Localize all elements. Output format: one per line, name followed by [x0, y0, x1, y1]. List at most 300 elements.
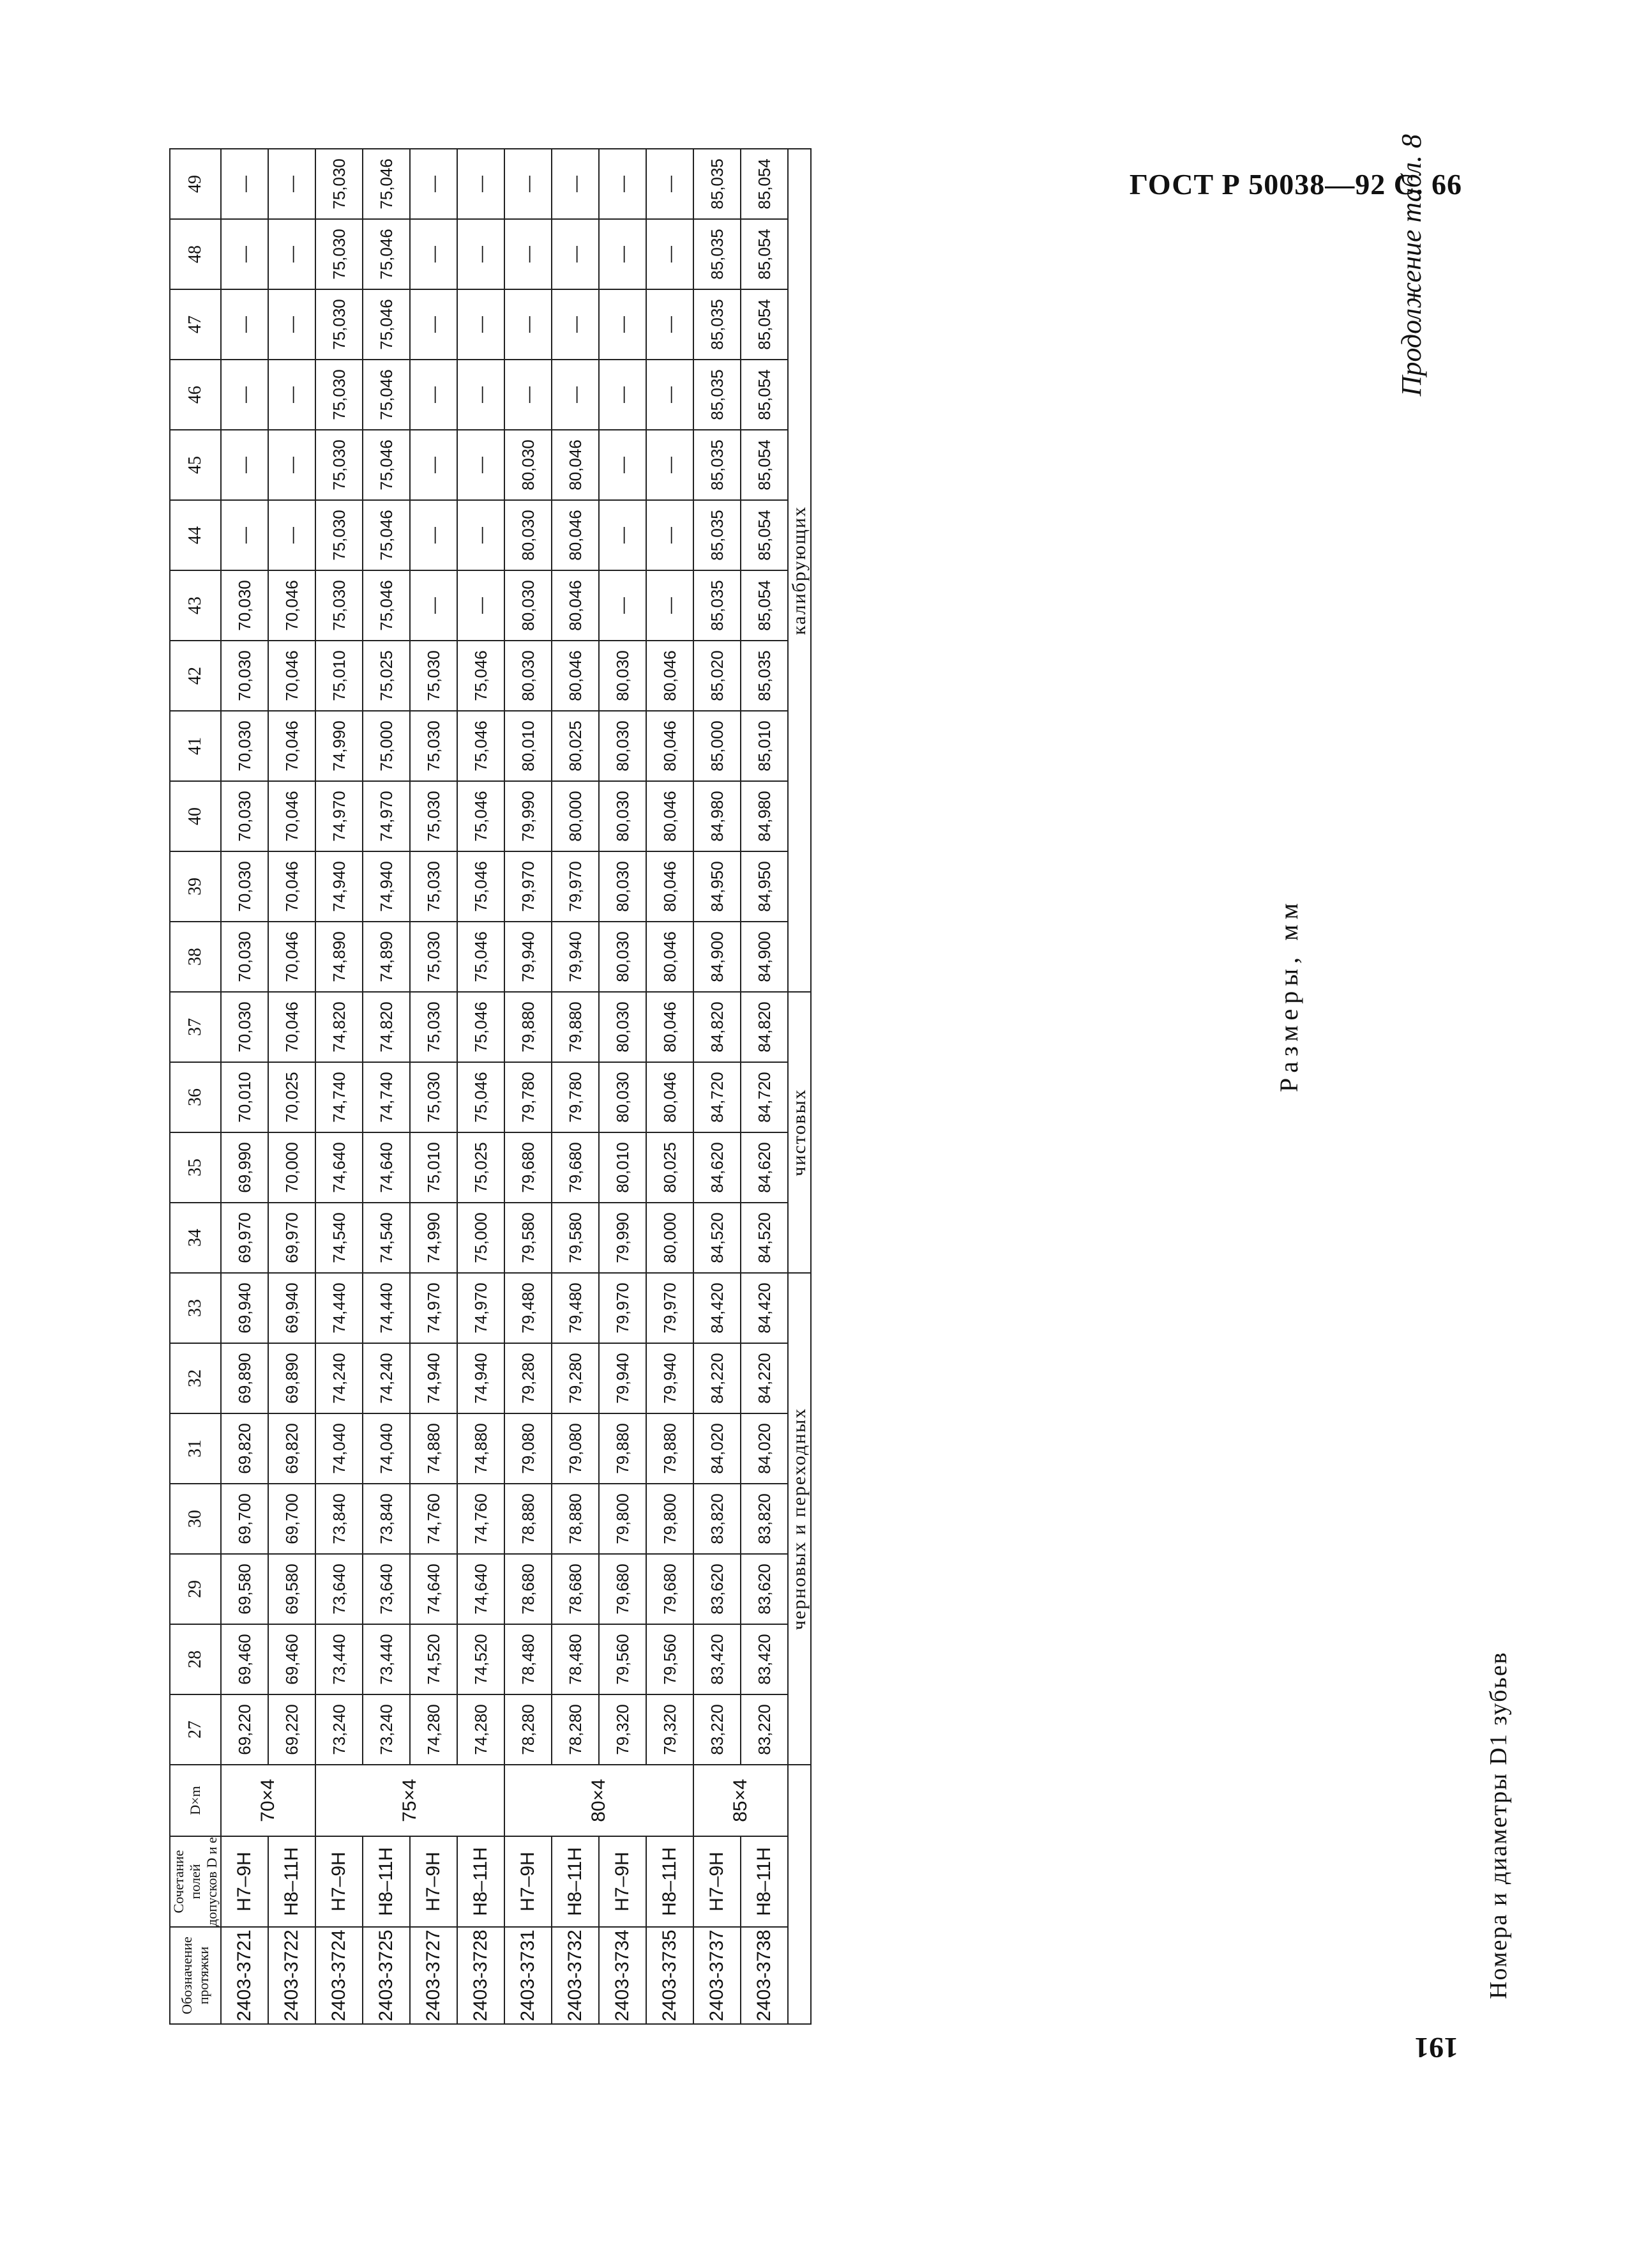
table-cell: 70,025: [268, 1062, 315, 1132]
table-cell: 74,640: [363, 1132, 410, 1203]
table-cell: 70,046: [268, 851, 315, 922]
table-cell: 80,025: [552, 711, 599, 781]
column-code: 2403-3731: [504, 1927, 552, 2024]
table-cell: 73,240: [363, 1694, 410, 1765]
table-cell: —: [457, 289, 504, 360]
page-number: 191: [1414, 2032, 1458, 2064]
table-cell: 84,220: [693, 1343, 741, 1413]
table-cell: 74,760: [457, 1484, 504, 1554]
table-cell: —: [646, 360, 693, 430]
table-cell: 74,820: [363, 992, 410, 1062]
table-cell: 75,046: [457, 781, 504, 851]
table-cell: —: [599, 360, 646, 430]
table-cell: 69,890: [268, 1343, 315, 1413]
table-cell: 85,054: [741, 430, 788, 500]
table-cell: 78,280: [552, 1694, 599, 1765]
table-cell: 75,030: [410, 851, 457, 922]
table-cell: —: [599, 219, 646, 289]
table-cell: 75,046: [363, 219, 410, 289]
table-cell: 79,940: [599, 1343, 646, 1413]
table-cell: —: [504, 219, 552, 289]
table-cell: 79,880: [599, 1413, 646, 1484]
table-cell: 79,970: [552, 851, 599, 922]
table-cell: —: [646, 570, 693, 641]
table-cell: —: [646, 500, 693, 570]
table-cell: 80,030: [599, 641, 646, 711]
table-cell: 85,054: [741, 219, 788, 289]
row-number: 39: [170, 851, 221, 922]
table-cell: 74,990: [315, 711, 363, 781]
table-cell: 79,280: [504, 1343, 552, 1413]
table-cell: —: [552, 219, 599, 289]
table-cell: 85,054: [741, 570, 788, 641]
row-number: 46: [170, 360, 221, 430]
column-tolerance: H7–9H: [221, 1836, 268, 1927]
row-number: 44: [170, 500, 221, 570]
table-cell: —: [221, 360, 268, 430]
row-number: 35: [170, 1132, 221, 1203]
table-cell: —: [268, 289, 315, 360]
table-cell: 75,030: [410, 781, 457, 851]
table-cell: —: [268, 500, 315, 570]
table-cell: 75,046: [363, 570, 410, 641]
table-cell: 84,950: [741, 851, 788, 922]
table-cell: —: [646, 149, 693, 219]
table-cell: 74,940: [315, 851, 363, 922]
column-tolerance: H8–11H: [363, 1836, 410, 1927]
table-cell: 80,046: [646, 1062, 693, 1132]
table-cell: 80,030: [599, 922, 646, 992]
table-cell: 79,080: [504, 1413, 552, 1484]
table-cell: 74,940: [457, 1343, 504, 1413]
table-cell: 69,700: [268, 1484, 315, 1554]
table-cell: 80,046: [646, 711, 693, 781]
table-cell: 75,046: [457, 641, 504, 711]
table-cell: 74,970: [315, 781, 363, 851]
column-dxm: 75×4: [315, 1765, 504, 1836]
column-code: 2403-3722: [268, 1927, 315, 2024]
table-cell: 80,030: [504, 641, 552, 711]
table-cell: 85,035: [693, 219, 741, 289]
table-cell: 78,480: [552, 1624, 599, 1694]
table-cell: 69,700: [221, 1484, 268, 1554]
table-cell: 84,420: [741, 1273, 788, 1343]
table-cell: 79,580: [504, 1203, 552, 1273]
table-cell: 74,990: [410, 1203, 457, 1273]
table-cell: 70,010: [221, 1062, 268, 1132]
table-cell: 80,046: [646, 641, 693, 711]
column-tolerance: H7–9H: [693, 1836, 741, 1927]
table-cell: 79,880: [552, 992, 599, 1062]
column-tolerance: H7–9H: [410, 1836, 457, 1927]
table-cell: 69,460: [268, 1624, 315, 1694]
table-cell: —: [599, 289, 646, 360]
table-cell: 84,720: [693, 1062, 741, 1132]
table-cell: 80,046: [552, 500, 599, 570]
table-cell: —: [221, 219, 268, 289]
table-cell: 80,000: [646, 1203, 693, 1273]
table-cell: 84,520: [741, 1203, 788, 1273]
table-cell: 79,970: [504, 851, 552, 922]
table-cell: —: [552, 360, 599, 430]
table-cell: 85,035: [693, 500, 741, 570]
table-cell: 75,046: [363, 289, 410, 360]
table-cell: 74,970: [457, 1273, 504, 1343]
table-cell: 84,020: [741, 1413, 788, 1484]
table-cell: —: [646, 289, 693, 360]
table-cell: 85,035: [741, 641, 788, 711]
table-cell: 84,820: [741, 992, 788, 1062]
table-cell: 78,680: [552, 1554, 599, 1624]
section-label-heading: [788, 1765, 811, 2024]
table-cell: 85,035: [693, 149, 741, 219]
row-label-designation: Обозначение протяжки: [170, 1927, 221, 2024]
row-number: 31: [170, 1413, 221, 1484]
table-cell: 80,000: [552, 781, 599, 851]
table-cell: 79,560: [646, 1624, 693, 1694]
row-number: 37: [170, 992, 221, 1062]
rotated-table-block: [169, 134, 1512, 2050]
table-cell: 74,280: [457, 1694, 504, 1765]
table-cell: 78,880: [504, 1484, 552, 1554]
table-cell: —: [552, 289, 599, 360]
table-cell: 79,320: [599, 1694, 646, 1765]
table-cell: —: [646, 430, 693, 500]
table-cell: 69,580: [268, 1554, 315, 1624]
table-cell: 78,280: [504, 1694, 552, 1765]
table-cell: 79,480: [552, 1273, 599, 1343]
table-cell: 74,440: [363, 1273, 410, 1343]
table-cell: 75,030: [410, 711, 457, 781]
table-cell: 70,046: [268, 781, 315, 851]
table-cell: 69,820: [268, 1413, 315, 1484]
table-cell: —: [410, 219, 457, 289]
table-cell: —: [268, 219, 315, 289]
table-cell: 74,820: [315, 992, 363, 1062]
column-code: 2403-3721: [221, 1927, 268, 2024]
table-cell: 79,970: [599, 1273, 646, 1343]
table-cell: 75,046: [363, 500, 410, 570]
table-cell: 79,990: [599, 1203, 646, 1273]
table-cell: 69,220: [268, 1694, 315, 1765]
table-cell: 85,054: [741, 149, 788, 219]
table-cell: —: [457, 360, 504, 430]
table-cell: 84,420: [693, 1273, 741, 1343]
table-cell: 69,940: [221, 1273, 268, 1343]
row-number: 34: [170, 1203, 221, 1273]
row-number: 48: [170, 219, 221, 289]
table-cell: 80,030: [599, 851, 646, 922]
row-number: 40: [170, 781, 221, 851]
column-code: 2403-3727: [410, 1927, 457, 2024]
row-number: 41: [170, 711, 221, 781]
table-cell: —: [410, 149, 457, 219]
table-cell: —: [410, 360, 457, 430]
table-cell: 73,640: [363, 1554, 410, 1624]
table-cell: 75,030: [315, 360, 363, 430]
table-cell: —: [410, 430, 457, 500]
row-number: 43: [170, 570, 221, 641]
row-number: 38: [170, 922, 221, 992]
table-cell: 85,054: [741, 360, 788, 430]
table-cell: 74,520: [410, 1624, 457, 1694]
table-cell: 74,040: [315, 1413, 363, 1484]
table-cell: 70,030: [221, 851, 268, 922]
table-cell: 83,620: [693, 1554, 741, 1624]
table-cell: 69,990: [221, 1132, 268, 1203]
table-cell: 85,020: [693, 641, 741, 711]
table-cell: 70,030: [221, 781, 268, 851]
table-cell: 79,580: [552, 1203, 599, 1273]
column-tolerance: H8–11H: [457, 1836, 504, 1927]
table-cell: 80,046: [646, 851, 693, 922]
table-cell: 83,420: [693, 1624, 741, 1694]
table-cell: 79,780: [552, 1062, 599, 1132]
section-label: калибрующих: [788, 149, 811, 992]
row-number: 30: [170, 1484, 221, 1554]
table-cell: —: [457, 430, 504, 500]
table-cell: 80,030: [504, 570, 552, 641]
table-cell: 84,900: [741, 922, 788, 992]
table-cell: 84,620: [693, 1132, 741, 1203]
table-cell: —: [221, 500, 268, 570]
table-cell: —: [268, 430, 315, 500]
column-code: 2403-3734: [599, 1927, 646, 2024]
section-label: чистовых: [788, 992, 811, 1273]
table-cell: 80,030: [599, 1062, 646, 1132]
table-cell: 85,035: [693, 289, 741, 360]
table-cell: 75,046: [457, 711, 504, 781]
table-cell: 83,820: [741, 1484, 788, 1554]
table-cell: 75,046: [457, 992, 504, 1062]
table-cell: 80,030: [599, 711, 646, 781]
column-tolerance: H8–11H: [268, 1836, 315, 1927]
table-cell: 80,046: [552, 641, 599, 711]
table-cell: 74,520: [457, 1624, 504, 1694]
table-cell: 79,940: [646, 1343, 693, 1413]
table-cell: —: [599, 430, 646, 500]
table-cell: 75,030: [410, 1062, 457, 1132]
table-cell: —: [504, 149, 552, 219]
column-tolerance: H8–11H: [552, 1836, 599, 1927]
table-cell: —: [504, 360, 552, 430]
page-header: ГОСТ Р 50038—92 С. 66: [1129, 168, 1462, 201]
continuation-caption: Продолжение табл. 8: [1396, 134, 1427, 397]
table-cell: 83,820: [693, 1484, 741, 1554]
table-cell: 79,560: [599, 1624, 646, 1694]
table-cell: 79,680: [552, 1132, 599, 1203]
table-cell: 84,980: [741, 781, 788, 851]
table-cell: —: [221, 430, 268, 500]
table-cell: 80,046: [646, 781, 693, 851]
table-cell: —: [410, 289, 457, 360]
table-cell: —: [552, 149, 599, 219]
table-cell: 85,035: [693, 360, 741, 430]
column-code: 2403-3724: [315, 1927, 363, 2024]
table-cell: 74,970: [363, 781, 410, 851]
table-cell: 74,280: [410, 1694, 457, 1765]
table-cell: 70,046: [268, 641, 315, 711]
table-cell: 70,030: [221, 922, 268, 992]
row-number: 36: [170, 1062, 221, 1132]
table-cell: 73,240: [315, 1694, 363, 1765]
table-cell: 84,820: [693, 992, 741, 1062]
column-code: 2403-3737: [693, 1927, 741, 2024]
row-number: 27: [170, 1694, 221, 1765]
table-cell: —: [599, 500, 646, 570]
table-cell: 70,046: [268, 711, 315, 781]
column-dxm: 80×4: [504, 1765, 693, 1836]
table-cell: 84,720: [741, 1062, 788, 1132]
table-cell: 80,010: [504, 711, 552, 781]
row-label-dxm: D×m: [170, 1765, 221, 1836]
table-cell: 75,030: [410, 922, 457, 992]
table-cell: 85,054: [741, 500, 788, 570]
table-cell: 79,080: [552, 1413, 599, 1484]
column-tolerance: H8–11H: [741, 1836, 788, 1927]
table-cell: —: [599, 570, 646, 641]
table-cell: 78,680: [504, 1554, 552, 1624]
table-cell: 74,640: [315, 1132, 363, 1203]
section-label: черновых и переходных: [788, 1273, 811, 1765]
table-cell: 78,880: [552, 1484, 599, 1554]
table-cell: 73,840: [315, 1484, 363, 1554]
table-cell: 75,046: [363, 360, 410, 430]
table-cell: 69,940: [268, 1273, 315, 1343]
table-cell: 83,620: [741, 1554, 788, 1624]
table-cell: 70,046: [268, 992, 315, 1062]
column-tolerance: H7–9H: [504, 1836, 552, 1927]
table-cell: —: [457, 570, 504, 641]
table-cell: 79,940: [552, 922, 599, 992]
table-cell: 74,740: [363, 1062, 410, 1132]
table-cell: 79,280: [552, 1343, 599, 1413]
table-cell: 85,000: [693, 711, 741, 781]
table-cell: 74,740: [315, 1062, 363, 1132]
table-cell: 79,800: [599, 1484, 646, 1554]
table-cell: —: [457, 500, 504, 570]
table-cell: 79,680: [646, 1554, 693, 1624]
table-cell: 79,880: [646, 1413, 693, 1484]
table-cell: 69,890: [221, 1343, 268, 1413]
dimensions-table: [169, 148, 812, 2025]
table-cell: 69,220: [221, 1694, 268, 1765]
table-cell: 69,970: [268, 1203, 315, 1273]
column-dxm: 70×4: [221, 1765, 315, 1836]
column-dxm: 85×4: [693, 1765, 788, 1836]
table-cell: 85,035: [693, 570, 741, 641]
table-cell: 69,580: [221, 1554, 268, 1624]
table-cell: 74,880: [457, 1413, 504, 1484]
table-cell: 75,046: [457, 922, 504, 992]
table-cell: 79,680: [599, 1554, 646, 1624]
table-cell: 78,480: [504, 1624, 552, 1694]
table-cell: 85,035: [693, 430, 741, 500]
table-cell: 70,030: [221, 641, 268, 711]
table-cell: —: [221, 289, 268, 360]
table-cell: —: [457, 219, 504, 289]
table-cell: 74,940: [363, 851, 410, 922]
table-cell: 69,820: [221, 1413, 268, 1484]
table-cell: 85,054: [741, 289, 788, 360]
table-cell: 79,990: [504, 781, 552, 851]
row-number: 28: [170, 1624, 221, 1694]
sizes-caption: Размеры, мм: [1274, 898, 1303, 1092]
table-cell: 70,046: [268, 922, 315, 992]
table-cell: 73,440: [363, 1624, 410, 1694]
table-cell: 83,220: [741, 1694, 788, 1765]
table-cell: 75,046: [457, 851, 504, 922]
table-cell: 73,440: [315, 1624, 363, 1694]
table-cell: 73,640: [315, 1554, 363, 1624]
table-cell: 79,880: [504, 992, 552, 1062]
table-cell: 73,840: [363, 1484, 410, 1554]
column-code: 2403-3735: [646, 1927, 693, 2024]
table-cell: 70,030: [221, 711, 268, 781]
table-cell: 80,025: [646, 1132, 693, 1203]
table-cell: 79,970: [646, 1273, 693, 1343]
table-cell: 80,030: [504, 430, 552, 500]
table-cell: 70,030: [221, 992, 268, 1062]
row-number: 45: [170, 430, 221, 500]
row-number: 29: [170, 1554, 221, 1624]
table-cell: —: [410, 570, 457, 641]
column-code: 2403-3738: [741, 1927, 788, 2024]
table-cell: 74,240: [363, 1343, 410, 1413]
table-cell: 74,040: [363, 1413, 410, 1484]
table-cell: 74,640: [410, 1554, 457, 1624]
table-cell: 74,880: [410, 1413, 457, 1484]
table-cell: 83,420: [741, 1624, 788, 1694]
axis-caption: Номера и диаметры D1 зубьев: [1485, 1651, 1512, 1999]
table-cell: 79,480: [504, 1273, 552, 1343]
table-cell: 75,025: [457, 1132, 504, 1203]
table-cell: 75,046: [457, 1062, 504, 1132]
table-cell: 75,030: [315, 149, 363, 219]
table-cell: 79,940: [504, 922, 552, 992]
table-cell: 84,950: [693, 851, 741, 922]
row-number: 32: [170, 1343, 221, 1413]
table-cell: 80,010: [599, 1132, 646, 1203]
table-cell: 74,890: [363, 922, 410, 992]
table-cell: 84,220: [741, 1343, 788, 1413]
table-cell: 74,240: [315, 1343, 363, 1413]
row-number: 49: [170, 149, 221, 219]
table-cell: 75,030: [315, 219, 363, 289]
table-cell: —: [268, 149, 315, 219]
table-cell: 75,030: [315, 430, 363, 500]
table-cell: —: [599, 149, 646, 219]
table-cell: 75,010: [410, 1132, 457, 1203]
column-code: 2403-3725: [363, 1927, 410, 2024]
table-cell: 80,030: [599, 781, 646, 851]
table-cell: 79,780: [504, 1062, 552, 1132]
table-cell: 79,680: [504, 1132, 552, 1203]
table-cell: —: [268, 360, 315, 430]
column-code: 2403-3732: [552, 1927, 599, 2024]
table-cell: 80,046: [552, 570, 599, 641]
table-cell: 75,000: [363, 711, 410, 781]
table-cell: 69,970: [221, 1203, 268, 1273]
row-number: 42: [170, 641, 221, 711]
table-cell: 75,025: [363, 641, 410, 711]
table-cell: 75,030: [315, 500, 363, 570]
table-cell: 84,520: [693, 1203, 741, 1273]
table-cell: 74,440: [315, 1273, 363, 1343]
table-cell: 70,030: [221, 570, 268, 641]
table-cell: 75,030: [315, 289, 363, 360]
table-cell: 74,760: [410, 1484, 457, 1554]
